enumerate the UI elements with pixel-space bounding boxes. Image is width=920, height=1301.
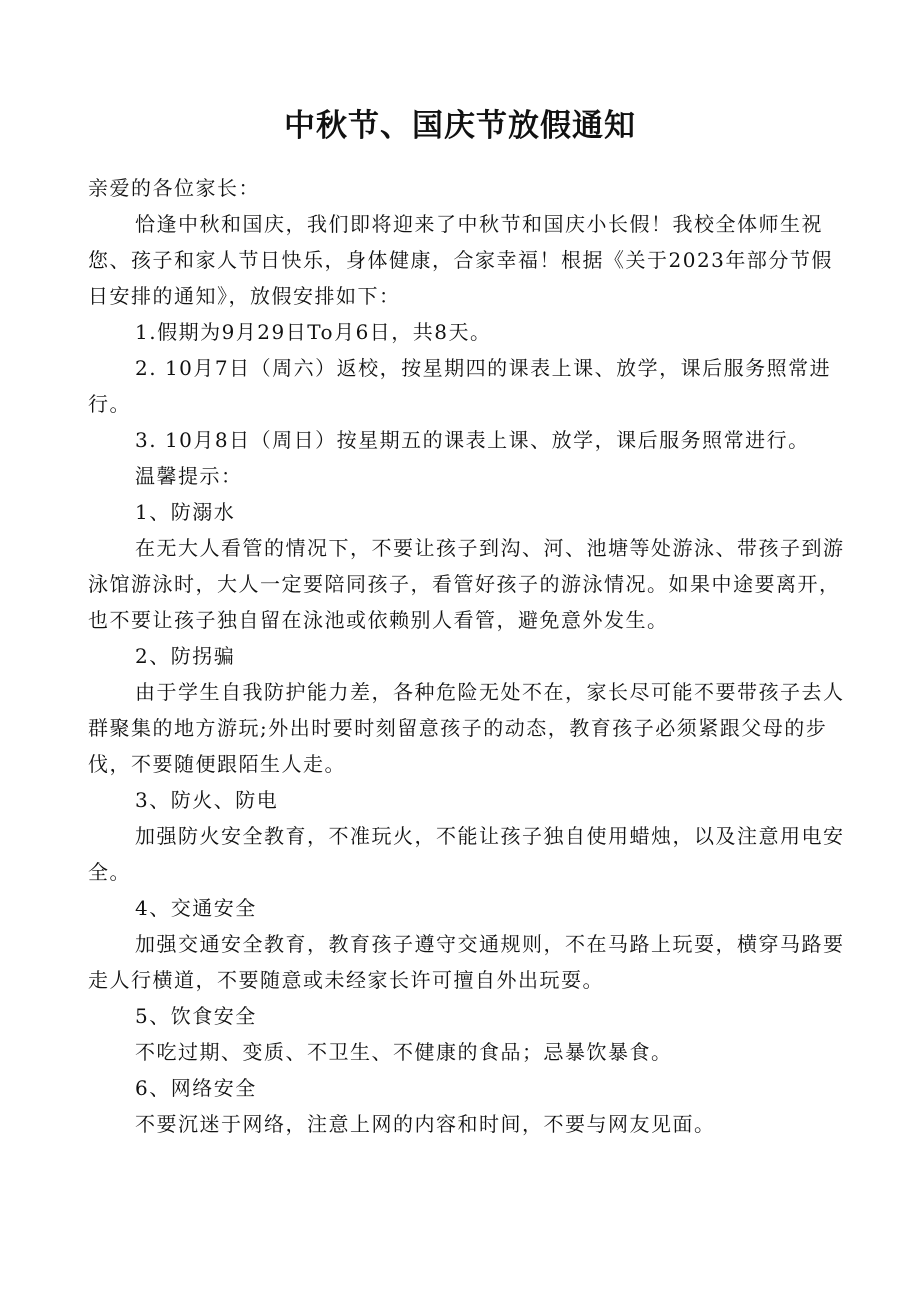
tip-body: 不要沉迷于网络，注意上网的内容和时间，不要与网友见面。 [135, 1112, 716, 1136]
schedule-item: 3. 10月8日（周日）按星期五的课表上课、放学，课后服务照常进行。 [135, 428, 810, 452]
tip-body: 加强防火安全教育，不准玩火，不能让孩子独自使用蜡烛，以及注意用电安全。 [88, 824, 845, 884]
schedule-item: 1.假期为9月29日To月6日，共8天。 [135, 320, 492, 344]
tip-heading: 5、饮食安全 [135, 1004, 257, 1028]
schedule-item: 2. 10月7日（周六）返校，按星期四的课表上课、放学，课后服务照常进行。 [88, 356, 832, 416]
notice-body [88, 170, 848, 1142]
tip-body: 由于学生自我防护能力差，各种危险无处不在，家长尽可能不要带孩子去人群聚集的地方游玩;外出时要时刻留意孩子的动态，教育孩子必须紧跟父母的步伐，不要随便跟陌生人走。 [88, 680, 845, 776]
tip-body: 加强交通安全教育，教育孩子遵守交通规则，不在马路上玩耍，横穿马路要走人行横道，不要随意或未经家长许可擅自外出玩耍。 [88, 932, 845, 992]
tip-heading: 4、交通安全 [135, 896, 257, 920]
tip-heading: 3、防火、防电 [135, 788, 279, 812]
tip-heading: 6、网络安全 [135, 1076, 257, 1100]
tips-heading: 温馨提示： [135, 464, 243, 488]
page-title: 中秋节、国庆节放假通知 [284, 108, 636, 144]
tip-body: 在无大人看管的情况下，不要让孩子到沟、河、池塘等处游泳、带孩子到游泳馆游泳时，大人一定要陪同孩子，看管好孩子的游泳情况。如果中途要离开，也不要让孩子独自留在泳池或依赖别人看管，避免意外发生。 [88, 536, 845, 632]
intro-paragraph: 恰逢中秋和国庆，我们即将迎来了中秋节和国庆小长假！我校全体师生祝您、孩子和家人节日快乐，身体健康，合家幸福！根据《关于2023年部分节假日安排的通知》，放假安排如下： [88, 212, 833, 308]
salutation: 亲爱的各位家长： [88, 176, 260, 200]
tip-heading: 1、防溺水 [135, 500, 236, 524]
tip-heading: 2、防拐骗 [135, 644, 236, 668]
tip-body: 不吃过期、变质、不卫生、不健康的食品；忌暴饮暴食。 [135, 1040, 673, 1064]
